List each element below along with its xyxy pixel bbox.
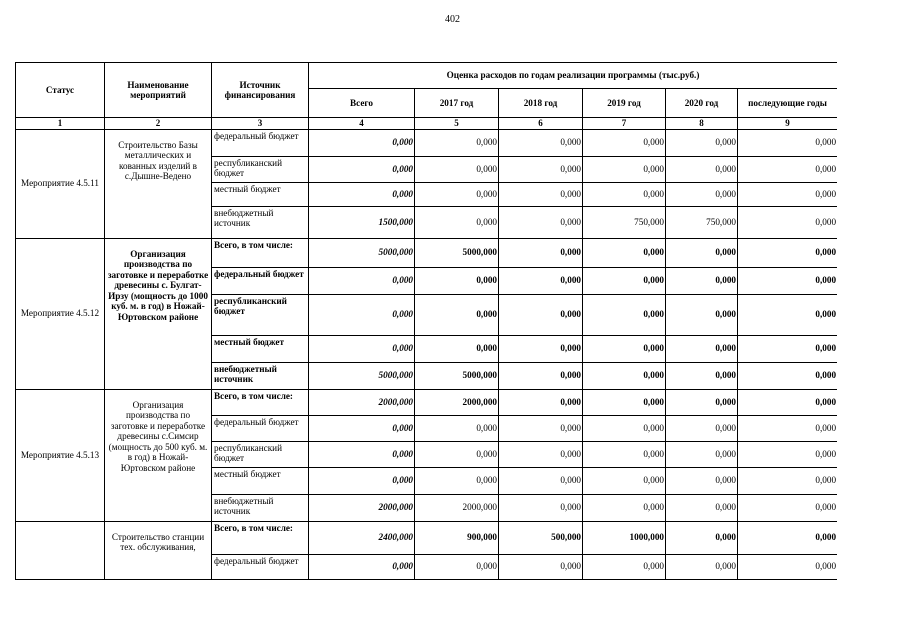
header-2020: 2020 год xyxy=(666,89,738,118)
header-status: Статус xyxy=(16,63,105,118)
column-number: 1 xyxy=(16,118,105,130)
value-cell: 0,000 xyxy=(499,335,583,362)
value-total: 0,000 xyxy=(309,267,415,294)
value-cell: 750,000 xyxy=(666,206,738,238)
value-total: 5000,000 xyxy=(309,238,415,267)
value-cell: 500,000 xyxy=(499,521,583,554)
value-total: 5000,000 xyxy=(309,362,415,389)
column-number: 4 xyxy=(309,118,415,130)
value-total: 0,000 xyxy=(309,182,415,206)
header-total: Всего xyxy=(309,89,415,118)
value-cell: 5000,000 xyxy=(415,362,499,389)
value-cell: 0,000 xyxy=(666,494,738,521)
column-number: 8 xyxy=(666,118,738,130)
value-cell: 5000,000 xyxy=(415,238,499,267)
value-cell: 0,000 xyxy=(666,362,738,389)
value-cell: 0,000 xyxy=(583,494,666,521)
value-cell: 0,000 xyxy=(738,494,838,521)
value-cell: 0,000 xyxy=(738,182,838,206)
value-cell: 0,000 xyxy=(666,554,738,579)
value-cell: 0,000 xyxy=(738,389,838,415)
value-cell: 0,000 xyxy=(499,294,583,335)
value-cell: 0,000 xyxy=(499,129,583,156)
budget-table-container xyxy=(15,62,837,600)
value-cell: 0,000 xyxy=(666,389,738,415)
page-number: 402 xyxy=(445,14,460,25)
funding-source: федеральный бюджет xyxy=(212,129,309,156)
value-cell: 0,000 xyxy=(583,335,666,362)
measure-name: Организация производства по заготовке и переработке древесины с. Булгат-Ирзу (мощность до 1000 куб. м. в год) в Ножай-Юртовском районе xyxy=(105,238,212,389)
value-cell: 0,000 xyxy=(666,521,738,554)
value-total: 2400,000 xyxy=(309,521,415,554)
value-cell: 0,000 xyxy=(666,238,738,267)
value-cell: 2000,000 xyxy=(415,494,499,521)
value-total: 2000,000 xyxy=(309,389,415,415)
value-cell: 0,000 xyxy=(583,389,666,415)
value-cell: 0,000 xyxy=(583,467,666,494)
funding-source: федеральный бюджет xyxy=(212,415,309,441)
value-cell: 0,000 xyxy=(499,362,583,389)
value-cell: 0,000 xyxy=(583,362,666,389)
value-cell: 0,000 xyxy=(738,238,838,267)
value-cell: 0,000 xyxy=(499,467,583,494)
value-cell: 0,000 xyxy=(583,182,666,206)
value-cell: 0,000 xyxy=(415,294,499,335)
value-cell: 0,000 xyxy=(499,182,583,206)
value-cell: 0,000 xyxy=(666,415,738,441)
column-number: 2 xyxy=(105,118,212,130)
value-cell: 0,000 xyxy=(499,267,583,294)
value-cell: 0,000 xyxy=(583,554,666,579)
funding-source: внебюджетный источник xyxy=(212,206,309,238)
value-total: 0,000 xyxy=(309,335,415,362)
value-cell: 0,000 xyxy=(415,129,499,156)
value-cell: 1000,000 xyxy=(583,521,666,554)
value-cell: 0,000 xyxy=(499,554,583,579)
value-cell: 0,000 xyxy=(666,129,738,156)
value-total: 0,000 xyxy=(309,415,415,441)
value-cell: 0,000 xyxy=(415,467,499,494)
funding-source: федеральный бюджет xyxy=(212,267,309,294)
value-cell: 0,000 xyxy=(666,294,738,335)
value-cell: 0,000 xyxy=(415,441,499,467)
value-cell: 0,000 xyxy=(666,467,738,494)
value-cell: 0,000 xyxy=(738,521,838,554)
funding-source: Всего, в том числе: xyxy=(212,238,309,267)
funding-source: Всего, в том числе: xyxy=(212,521,309,554)
table-row xyxy=(16,521,838,554)
value-total: 0,000 xyxy=(309,554,415,579)
value-cell: 0,000 xyxy=(499,389,583,415)
funding-source: местный бюджет xyxy=(212,335,309,362)
value-cell: 0,000 xyxy=(583,267,666,294)
funding-source: внебюджетный источник xyxy=(212,494,309,521)
value-cell: 0,000 xyxy=(738,335,838,362)
value-cell: 0,000 xyxy=(415,554,499,579)
funding-source: республиканский бюджет xyxy=(212,294,309,335)
measure-name: Строительство станции тех. обслуживания, xyxy=(105,521,212,579)
table-body xyxy=(16,129,838,579)
budget-table xyxy=(15,62,837,580)
value-cell: 0,000 xyxy=(415,206,499,238)
column-number: 7 xyxy=(583,118,666,130)
value-cell: 0,000 xyxy=(738,156,838,182)
header-source: Источник финансирования xyxy=(212,63,309,118)
table-row xyxy=(16,389,838,415)
value-cell: 0,000 xyxy=(738,206,838,238)
measure-name: Строительство Базы металлических и кованных изделий в с.Дышне-Ведено xyxy=(105,129,212,238)
measure-status: Мероприятие 4.5.12 xyxy=(16,238,105,389)
value-cell: 0,000 xyxy=(666,156,738,182)
value-cell: 0,000 xyxy=(583,156,666,182)
table-row xyxy=(16,238,838,267)
value-cell: 0,000 xyxy=(583,238,666,267)
value-cell: 900,000 xyxy=(415,521,499,554)
funding-source: республиканский бюджет xyxy=(212,156,309,182)
header-estimate: Оценка расходов по годам реализации программы (тыс.руб.) xyxy=(309,63,838,89)
value-cell: 0,000 xyxy=(738,362,838,389)
value-cell: 0,000 xyxy=(666,441,738,467)
funding-source: федеральный бюджет xyxy=(212,554,309,579)
value-cell: 0,000 xyxy=(583,441,666,467)
column-number-row xyxy=(16,118,838,130)
column-number: 9 xyxy=(738,118,838,130)
table-row xyxy=(16,129,838,156)
value-cell: 0,000 xyxy=(415,156,499,182)
measure-status: Мероприятие 4.5.13 xyxy=(16,389,105,521)
value-cell: 0,000 xyxy=(583,129,666,156)
value-cell: 0,000 xyxy=(738,129,838,156)
header-2019: 2019 год xyxy=(583,89,666,118)
funding-source: Всего, в том числе: xyxy=(212,389,309,415)
value-total: 0,000 xyxy=(309,156,415,182)
value-cell: 0,000 xyxy=(738,415,838,441)
value-cell: 2000,000 xyxy=(415,389,499,415)
value-cell: 0,000 xyxy=(499,415,583,441)
measure-status xyxy=(16,521,105,579)
value-cell: 0,000 xyxy=(415,182,499,206)
value-cell: 0,000 xyxy=(499,206,583,238)
measure-name: Организация производства по заготовке и переработке древесины с.Симсир (мощность до 500 куб. м. в год) в Ножай-Юртовском районе xyxy=(105,389,212,521)
header-2017: 2017 год xyxy=(415,89,499,118)
header-2018: 2018 год xyxy=(499,89,583,118)
value-total: 0,000 xyxy=(309,467,415,494)
value-cell: 0,000 xyxy=(666,182,738,206)
funding-source: местный бюджет xyxy=(212,467,309,494)
header-later-years: последующие годы xyxy=(738,89,838,118)
value-cell: 0,000 xyxy=(666,267,738,294)
value-total: 2000,000 xyxy=(309,494,415,521)
funding-source: республиканский бюджет xyxy=(212,441,309,467)
value-cell: 0,000 xyxy=(499,494,583,521)
value-cell: 0,000 xyxy=(738,554,838,579)
column-number: 5 xyxy=(415,118,499,130)
value-cell: 0,000 xyxy=(415,335,499,362)
value-total: 1500,000 xyxy=(309,206,415,238)
measure-status: Мероприятие 4.5.11 xyxy=(16,129,105,238)
value-cell: 0,000 xyxy=(499,156,583,182)
value-total: 0,000 xyxy=(309,129,415,156)
header-name: Наименование мероприятий xyxy=(105,63,212,118)
value-total: 0,000 xyxy=(309,441,415,467)
value-cell: 0,000 xyxy=(583,415,666,441)
value-cell: 0,000 xyxy=(738,441,838,467)
value-cell: 0,000 xyxy=(738,467,838,494)
funding-source: внебюджетный источник xyxy=(212,362,309,389)
value-cell: 0,000 xyxy=(738,267,838,294)
value-cell: 0,000 xyxy=(499,238,583,267)
value-cell: 0,000 xyxy=(738,294,838,335)
value-cell: 0,000 xyxy=(666,335,738,362)
value-cell: 0,000 xyxy=(415,415,499,441)
column-number: 6 xyxy=(499,118,583,130)
value-total: 0,000 xyxy=(309,294,415,335)
funding-source: местный бюджет xyxy=(212,182,309,206)
value-cell: 0,000 xyxy=(499,441,583,467)
column-number: 3 xyxy=(212,118,309,130)
value-cell: 0,000 xyxy=(583,294,666,335)
value-cell: 0,000 xyxy=(415,267,499,294)
value-cell: 750,000 xyxy=(583,206,666,238)
